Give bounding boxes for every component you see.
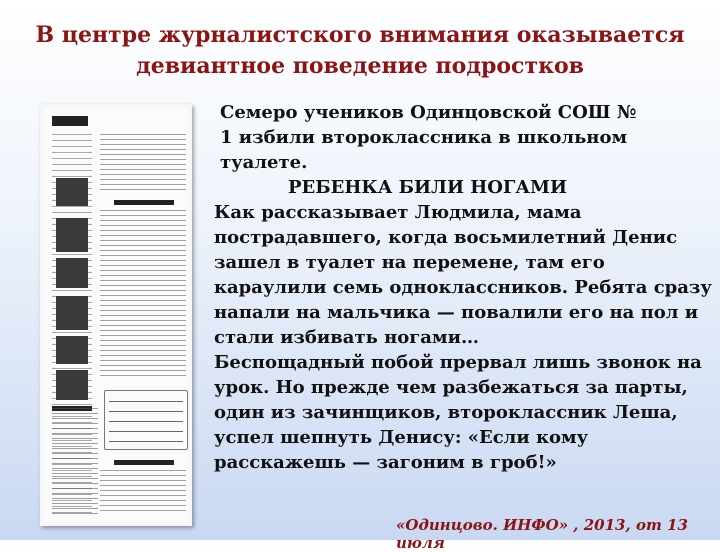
- article-headline: РЕБЕНКА БИЛИ НОГАМИ: [288, 177, 567, 198]
- body-line: стали избивать ногами…: [214, 327, 479, 348]
- article-text: [214, 100, 714, 475]
- body-line: урок. Но прежде чем разбежаться за парты,: [214, 377, 688, 398]
- body-line: пострадавшего, когда восьмилетний Денис: [214, 227, 678, 248]
- lead-line: Семеро учеников Одинцовской СОШ №: [220, 102, 637, 123]
- article-body: [214, 200, 714, 475]
- article-lead: [220, 100, 670, 175]
- lead-line: 1 избили второклассника в школьном: [220, 127, 628, 148]
- body-line: караулили семь одноклассников. Ребята сразу: [214, 277, 712, 298]
- article-source: «Одинцово. ИНФО» , 2013, от 13 июля: [396, 516, 688, 552]
- lead-line: туалете.: [220, 152, 308, 173]
- slide-title-line-1: В центре журналистского внимания оказывается: [35, 22, 685, 48]
- slide-title: [0, 20, 720, 82]
- slide-title-line-2: девиантное поведение подростков: [136, 53, 584, 79]
- body-line: зашел в туалет на перемене, там его: [214, 252, 605, 273]
- body-line: успел шепнуть Денису: «Если кому: [214, 427, 589, 448]
- newspaper-scan-image: [40, 104, 192, 526]
- body-line: один из зачинщиков, второклассник Леша,: [214, 402, 678, 423]
- body-line: Беспощадный побой прервал лишь звонок на: [214, 352, 702, 373]
- body-line: напали на мальчика — повалили его на пол и: [214, 302, 699, 323]
- body-line: Как рассказывает Людмила, мама: [214, 202, 582, 223]
- body-line: расскажешь — загоним в гроб!»: [214, 452, 557, 473]
